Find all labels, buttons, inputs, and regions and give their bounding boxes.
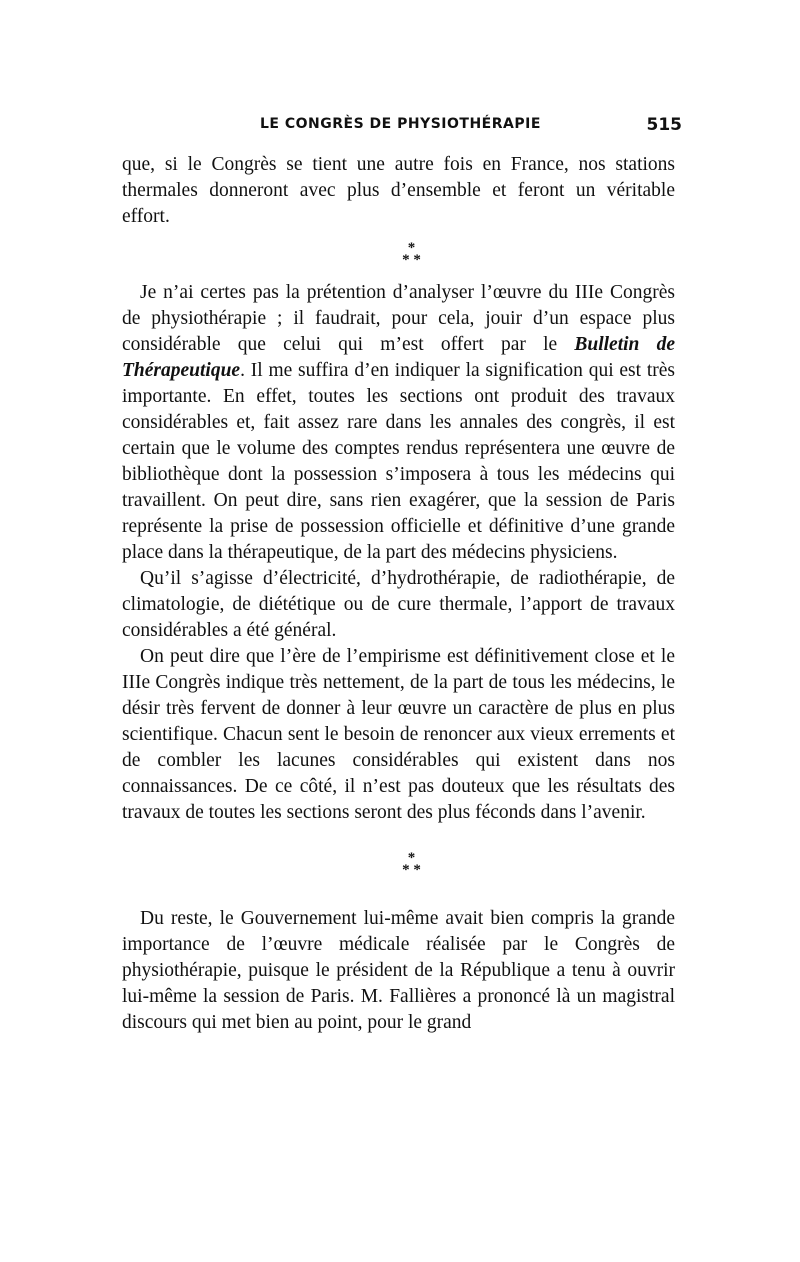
asterism-bottom-2: * * bbox=[402, 862, 421, 878]
page-number: 515 bbox=[646, 115, 682, 135]
paragraph-5: Du reste, le Gouvernement lui-même avait bien compris la grande importance de l’œuvre médicale réalisée par le Congrès de physiothérapie, puisque le président de la République a tenu à ouvrir lui-même la session de Paris. M. Fallières a prononcé là un magistral discours qui met bien au point, pour le grand bbox=[122, 908, 675, 1033]
paragraph-4: On peut dire que l’ère de l’empirisme est définitivement close et le IIIe Congrès indique très nettement, de la part de tous les médecins, le désir très fervent de donner à leur œuvre un caractère de plus en plus scientifique. Chacun sent le besoin de renoncer aux vieux errements et de combler les lacunes considérables qui existent dans nos connaissances. De ce côté, il n’est pas douteux que les résultats des travaux de toutes les sections seront des plus féconds dans l’avenir. bbox=[122, 646, 675, 823]
journal-title-italic: Bulletin de Thérapeutique bbox=[122, 334, 675, 381]
section-break-asterism bbox=[122, 242, 675, 266]
paragraph-1: que, si le Congrès se tient une autre fois en France, nos stations thermales donneront avec plus d’ensemble et feront un véritable effort. bbox=[122, 154, 675, 227]
asterism-top-2: * bbox=[407, 850, 416, 866]
paragraph-2-text-b: . Il me suffira d’en indiquer la signification qui est très importante. En effet, toutes les sections ont produit des travaux considérables et, fait assez rare dans les annales des congrès, il est certain que le volume des comptes rendus représentera une œuvre de bibliothèque dont la possession s’imposera à tous les médecins qui travaillent. On peut dire, sans rien exagérer, que la session de Paris représente la prise de possession officielle et définitive d’une grande place dans la thérapeutique, de la part des médecins physiciens. bbox=[122, 360, 675, 563]
section-break-asterism-2 bbox=[122, 852, 675, 876]
running-title: LE CONGRÈS DE PHYSIOTHÉRAPIE bbox=[260, 116, 541, 132]
asterism-top: * bbox=[407, 240, 416, 256]
paragraph-2-text-a: Je n’ai certes pas la prétention d’analyser l’œuvre du IIIe Congrès de physiothérapie ; il faudrait, pour cela, jouir d’un espace plus considérable que celui qui m’est offert par le bbox=[122, 282, 675, 355]
paragraph-2 bbox=[122, 280, 675, 566]
asterism-bottom: * * bbox=[402, 252, 421, 268]
body-text bbox=[122, 152, 675, 1036]
paragraph-3: Qu’il s’agisse d’électricité, d’hydrothérapie, de radiothérapie, de climatologie, de diététique ou de cure thermale, l’apport de travaux considérables a été général. bbox=[122, 568, 675, 641]
running-head bbox=[122, 116, 682, 140]
